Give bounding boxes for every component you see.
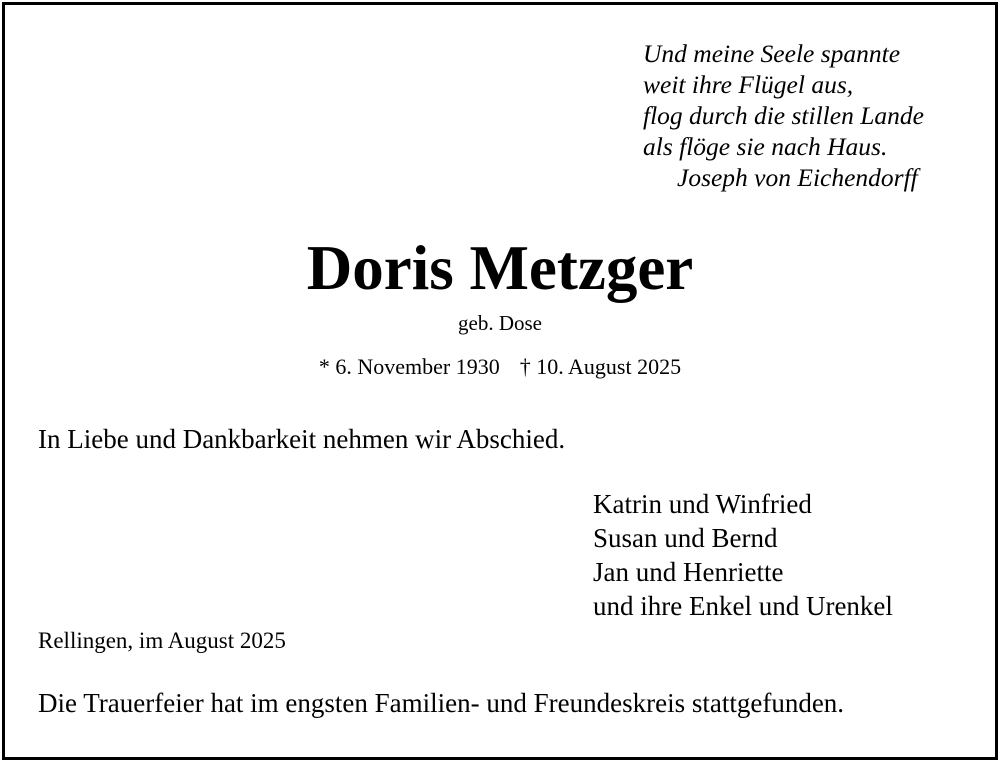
funeral-notice: Die Trauerfeier hat im engsten Familien- und Freundeskreis stattgefunden. xyxy=(38,688,845,718)
poem-line: Und meine Seele spannte xyxy=(643,39,901,68)
death-date: † 10. August 2025 xyxy=(519,354,682,379)
poem-quote xyxy=(643,38,924,193)
mourner-entry: Jan und Henriette xyxy=(593,557,784,587)
farewell-text: In Liebe und Dankbarkeit nehmen wir Abschied. xyxy=(38,424,566,454)
place-and-date: Rellingen, im August 2025 xyxy=(38,628,286,653)
poem-line: flog durch die stillen Lande xyxy=(643,101,924,130)
birth-date: * 6. November 1930 xyxy=(318,354,500,379)
poem-line: als flöge sie nach Haus. xyxy=(643,132,888,161)
mourner-entry: und ihre Enkel und Urenkel xyxy=(593,591,893,621)
poem-author: Joseph von Eichendorff xyxy=(677,163,918,192)
mourners-list xyxy=(593,487,893,623)
mourner-entry: Katrin und Winfried xyxy=(593,489,812,519)
mourner-entry: Susan und Bernd xyxy=(593,523,778,553)
deceased-name: Doris Metzger xyxy=(306,233,694,303)
birth-name: geb. Dose xyxy=(458,311,542,335)
poem-line: weit ihre Flügel aus, xyxy=(643,70,854,99)
life-dates xyxy=(0,353,1000,381)
